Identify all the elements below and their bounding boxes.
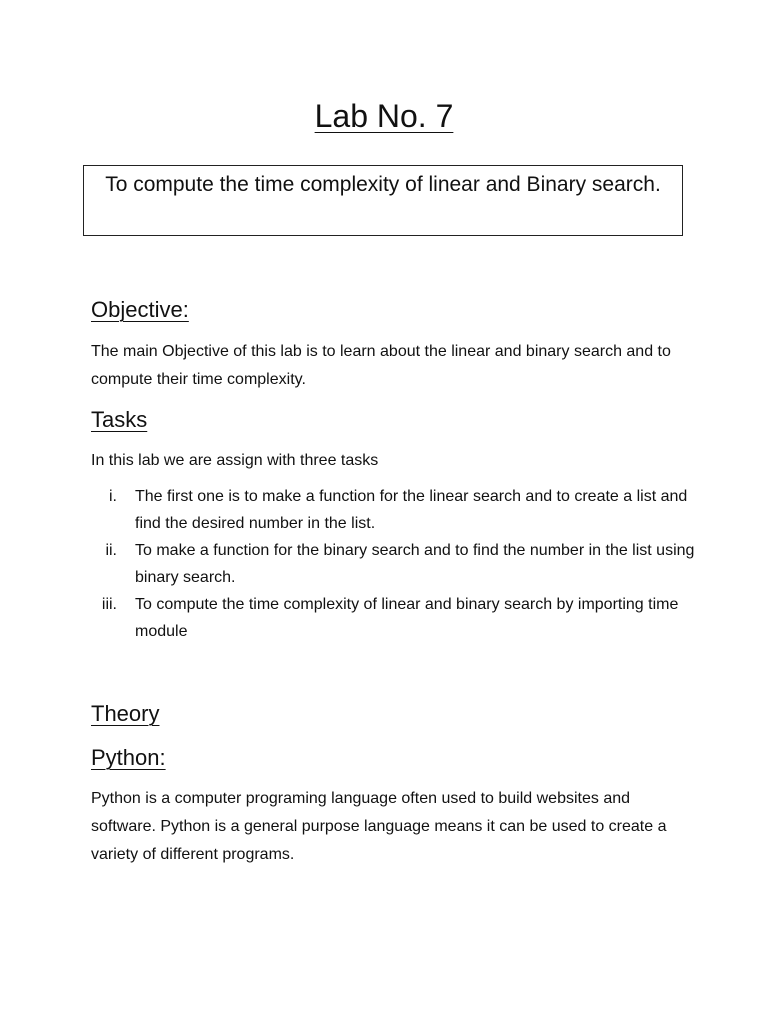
list-item [75, 483, 695, 537]
list-item-number: iii. [101, 596, 117, 613]
list-item-number: i. [109, 488, 117, 505]
python-paragraph: Python is a computer programing language often used to build websites and software. Python is a general purpose language means it can be used to create a variety of different programs. [91, 790, 667, 863]
tasks-intro: In this lab we are assign with three tasks [91, 452, 379, 469]
lab-title-text: Lab No. 7 [314, 98, 454, 134]
list-item-text: To compute the time complexity of linear and binary search by importing time module [135, 596, 679, 640]
objective-heading-text: Objective: [91, 297, 189, 322]
list-item-text: The first one is to make a function for the linear search and to create a list and find the desired number in the list. [135, 488, 688, 532]
task-list [75, 483, 695, 645]
theory-heading-text: Theory [91, 701, 160, 726]
list-item-text: To make a function for the binary search and to find the number in the list using binary search. [135, 542, 695, 586]
list-item [75, 591, 695, 645]
tasks-heading [91, 406, 147, 434]
theory-heading [91, 700, 159, 728]
list-item [75, 537, 695, 591]
list-item-number: ii. [105, 542, 117, 559]
objective-paragraph: The main Objective of this lab is to learn about the linear and binary search and to compute their time complexity. [91, 343, 671, 388]
python-heading-text: Python: [91, 745, 166, 770]
lab-title [0, 96, 768, 136]
aim-box: To compute the time complexity of linear and Binary search. [83, 165, 683, 236]
python-heading [91, 744, 166, 772]
tasks-heading-text: Tasks [91, 407, 148, 432]
objective-heading [91, 296, 189, 324]
